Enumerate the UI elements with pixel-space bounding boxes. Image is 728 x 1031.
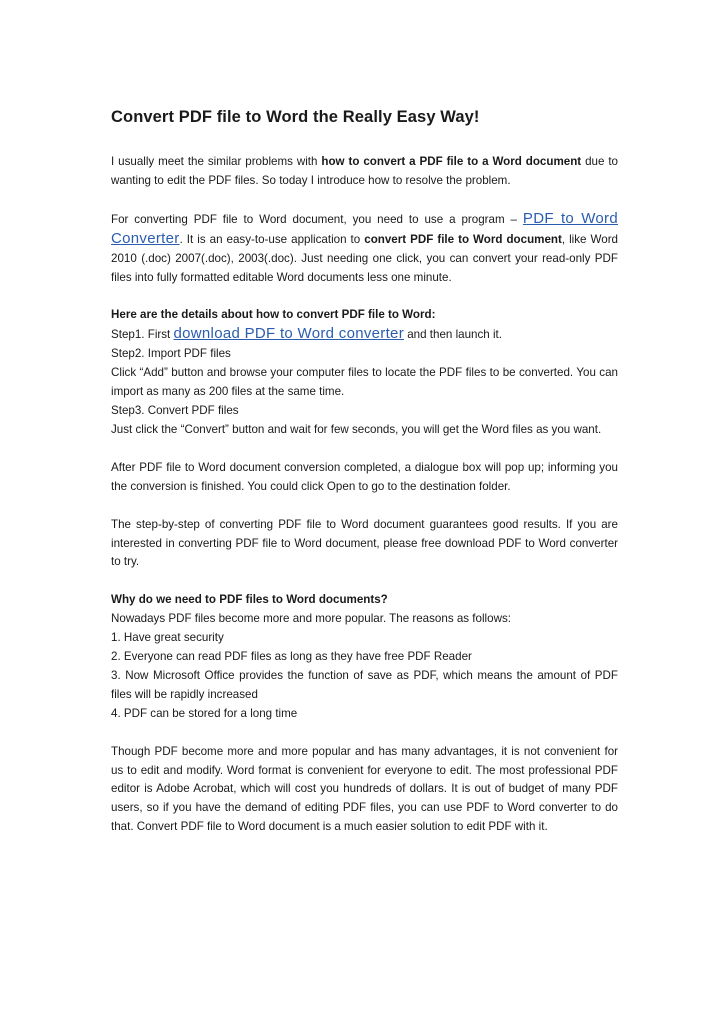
after-paragraph: After PDF file to Word document conversion completed, a dialogue box will pop up; informing you the conversion is finished. You could click Open to go to the destination folder. xyxy=(111,460,618,493)
program-paragraph xyxy=(111,210,618,288)
step2-title: Step2. Import PDF files xyxy=(111,347,231,361)
reason-item: 2. Everyone can read PDF files as long as they have free PDF Reader xyxy=(111,650,472,664)
intro-bold: how to convert a PDF file to a Word document xyxy=(321,155,582,168)
program-bold: convert PDF file to Word document xyxy=(364,232,562,246)
step3-title: Step3. Convert PDF files xyxy=(111,403,239,417)
details-section xyxy=(111,306,618,439)
intro-paragraph xyxy=(111,153,618,191)
program-text-1: For converting PDF file to Word document, you need to use a program – xyxy=(111,212,523,226)
pdf-to-word-converter-link[interactable]: PDF to Word Converter xyxy=(111,209,618,247)
download-converter-link[interactable]: download PDF to Word converter xyxy=(173,325,404,343)
step3-description: Just click the “Convert” button and wait for few seconds, you will get the Word files as you want. xyxy=(111,422,602,436)
why-section xyxy=(111,591,618,723)
intro-text-2: due to wanting to edit the PDF files. So today I introduce how to resolve the problem. xyxy=(111,155,618,187)
step1-text-pre: Step1. First xyxy=(111,328,174,342)
program-text-2: . It is an easy-to-use application to xyxy=(179,232,365,246)
details-heading: Here are the details about how to convert PDF file to Word: xyxy=(111,308,436,322)
reason-item: 4. PDF can be stored for a long time xyxy=(111,706,298,720)
step1-line xyxy=(111,325,618,345)
intro-text-1: I usually meet the similar problems with xyxy=(111,155,322,168)
document-title: Convert PDF file to Word the Really Easy Way! xyxy=(111,108,480,126)
reason-item: 3. Now Microsoft Office provides the function of save as PDF, which means the amount of PDF files will be rapidly increased xyxy=(111,668,618,701)
reason-item: 1. Have great security xyxy=(111,631,224,645)
why-heading: Why do we need to PDF files to Word documents? xyxy=(111,593,388,607)
why-intro: Nowadays PDF files become more and more popular. The reasons as follows: xyxy=(111,612,511,626)
step2-description: Click “Add” button and browse your computer files to locate the PDF files to be converted. You can import as many as 200 files at the same time. xyxy=(111,366,618,399)
step1-text-post: and then launch it. xyxy=(404,328,502,342)
program-text-3: , like Word 2010 (.doc) 2007(.doc), 2003(.doc). Just needing one click, you can convert your read-only PDF files into fully formatted editable Word documents less one minute. xyxy=(111,232,619,284)
step-by-step-paragraph: The step-by-step of converting PDF file to Word document guarantees good results. If you are interested in converting PDF file to Word document, please free download PDF to Word converter to try. xyxy=(111,517,618,569)
closing-paragraph: Though PDF become more and more popular and has many advantages, it is not convenient for us to edit and modify. Word format is convenient for everyone to edit. The most professional PDF editor is Adobe Acrobat, which will cost you hundreds of dollars. It is out of budget of many PDF users, so if you have the demand of editing PDF files, you can use PDF to Word converter to do that. Convert PDF file to Word document is a much easier solution to edit PDF with it. xyxy=(111,744,618,834)
